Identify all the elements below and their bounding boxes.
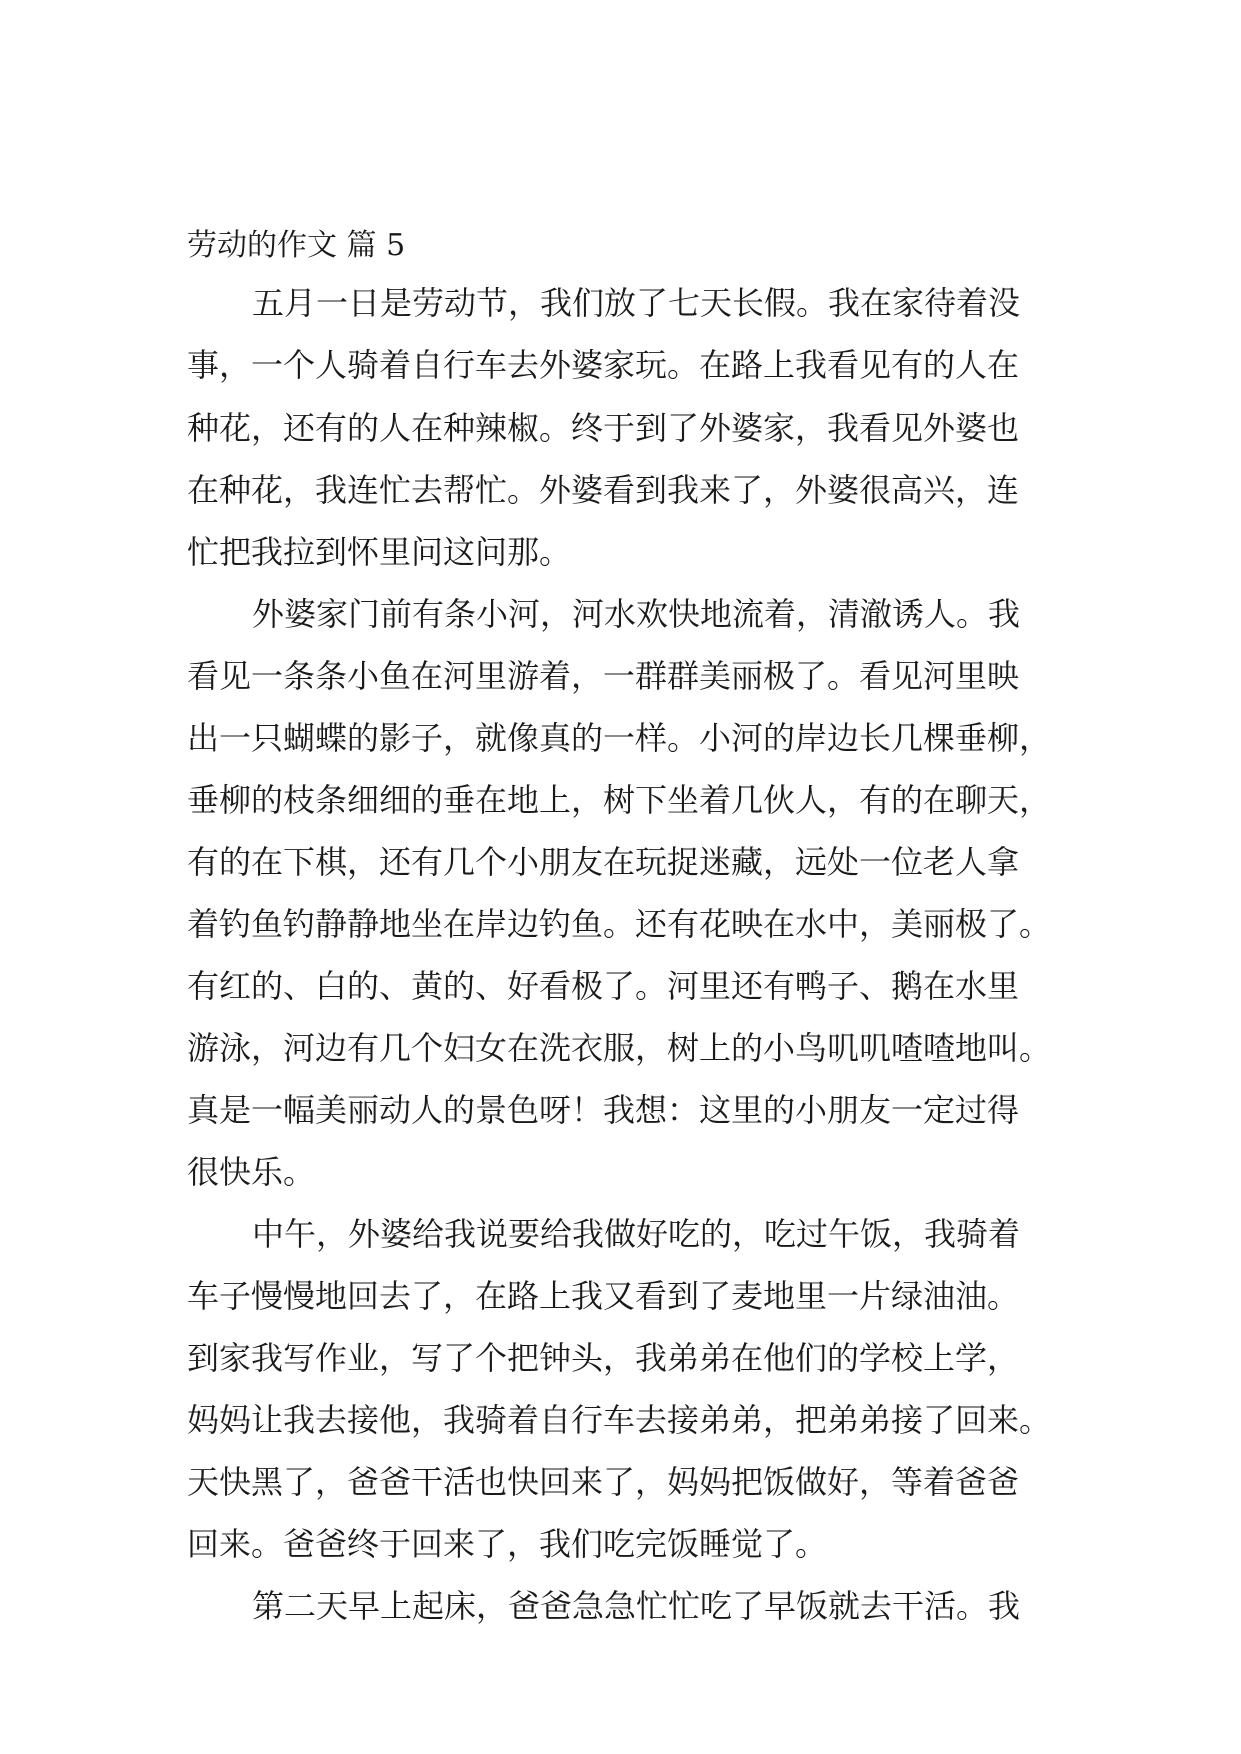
paragraph-2-line-10: 很快乐。 [187, 1153, 316, 1191]
paragraph-2-line-5: 有的在下棋，还有几个小朋友在玩捉迷藏，远处一位老人拿 [187, 843, 1020, 881]
paragraph-3-line-4: 妈妈让我去接他，我骑着自行车去接弟弟，把弟弟接了回来。 [187, 1401, 1052, 1439]
paragraph-3-line-6: 回来。爸爸终于回来了，我们吃完饭睡觉了。 [187, 1525, 828, 1563]
paragraph-3-line-3: 到家我写作业，写了个把钟头，我弟弟在他们的学校上学， [187, 1339, 1020, 1377]
paragraph-4-line-1: 第二天早上起床，爸爸急急忙忙吃了早饭就去干活。我 [252, 1587, 1021, 1625]
document-title: 劳动的作文 篇 5 [187, 228, 406, 263]
paragraph-2-line-1: 外婆家门前有条小河，河水欢快地流着，清澈诱人。我 [252, 595, 1021, 633]
paragraph-1-line-1: 五月一日是劳动节，我们放了七天长假。我在家待着没 [252, 284, 1021, 322]
paragraph-2-line-4: 垂柳的枝条细细的垂在地上，树下坐着几伙人，有的在聊天， [187, 781, 1052, 819]
paragraph-1-line-5: 忙把我拉到怀里问这问那。 [187, 533, 572, 571]
paragraph-2-line-3: 出一只蝴蝶的影子，就像真的一样。小河的岸边长几棵垂柳， [187, 719, 1052, 757]
paragraph-2-line-2: 看见一条条小鱼在河里游着，一群群美丽极了。看见河里映 [187, 657, 1020, 695]
paragraph-2-line-8: 游泳，河边有几个妇女在洗衣服，树上的小鸟叽叽喳喳地叫。 [187, 1029, 1052, 1067]
paragraph-1-line-4: 在种花，我连忙去帮忙。外婆看到我来了，外婆很高兴，连 [187, 471, 1020, 509]
paragraph-1-line-3: 种花，还有的人在种辣椒。终于到了外婆家，我看见外婆也 [187, 409, 1020, 447]
paragraph-1-line-2: 事，一个人骑着自行车去外婆家玩。在路上我看见有的人在 [187, 346, 1020, 384]
paragraph-2-line-7: 有红的、白的、黄的、好看极了。河里还有鸭子、鹅在水里 [187, 967, 1020, 1005]
paragraph-3-line-1: 中午，外婆给我说要给我做好吃的，吃过午饭，我骑着 [252, 1215, 1021, 1253]
paragraph-3-line-5: 天快黑了，爸爸干活也快回来了，妈妈把饭做好，等着爸爸 [187, 1463, 1020, 1501]
paragraph-3-line-2: 车子慢慢地回去了，在路上我又看到了麦地里一片绿油油。 [187, 1277, 1020, 1315]
paragraph-2-line-6: 着钓鱼钓静静地坐在岸边钓鱼。还有花映在水中，美丽极了。 [187, 905, 1052, 943]
paragraph-2-line-9: 真是一幅美丽动人的景色呀！我想：这里的小朋友一定过得 [187, 1091, 1020, 1129]
